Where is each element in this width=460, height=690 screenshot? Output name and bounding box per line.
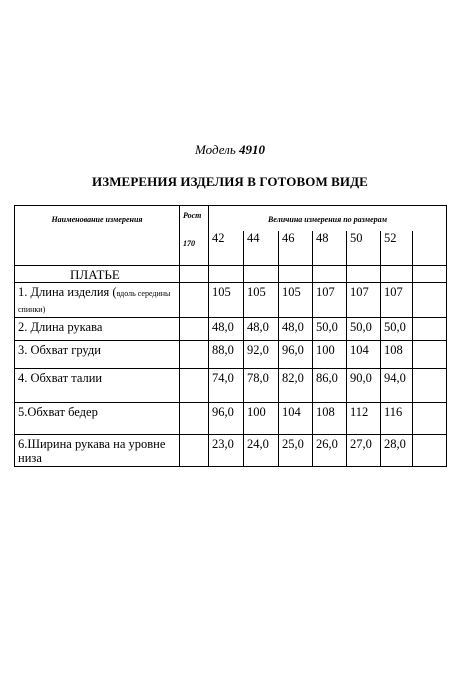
value-cell: 23,0 (209, 435, 244, 467)
row-label: 5.Обхват бедер (15, 403, 180, 435)
empty-cell (313, 266, 347, 283)
value-cell: 104 (347, 341, 381, 369)
sizes-header: Величина измерения по размерам (209, 206, 447, 231)
value-cell: 50,0 (313, 318, 347, 341)
value-cell: 88,0 (209, 341, 244, 369)
section-title: ПЛАТЬЕ (15, 266, 180, 283)
value-cell: 28,0 (381, 435, 413, 467)
value-cell: 96,0 (279, 341, 313, 369)
row-label: 6.Ширина рукава на уровне низа (15, 435, 180, 467)
empty-cell (180, 403, 209, 435)
value-cell: 107 (347, 283, 381, 318)
value-cell: 86,0 (313, 369, 347, 403)
value-cell: 50,0 (381, 318, 413, 341)
size-cell: 42 (209, 231, 244, 266)
empty-cell (347, 266, 381, 283)
value-cell: 100 (313, 341, 347, 369)
value-cell: 116 (381, 403, 413, 435)
size-cell: 52 (381, 231, 413, 266)
model-number: 4910 (239, 142, 265, 157)
rost-header (180, 206, 209, 266)
value-cell: 112 (347, 403, 381, 435)
table-row (15, 341, 447, 369)
value-cell: 26,0 (313, 435, 347, 467)
size-cell: 48 (313, 231, 347, 266)
value-cell: 94,0 (381, 369, 413, 403)
size-cell-empty (413, 231, 447, 266)
empty-cell (413, 266, 447, 283)
empty-cell (180, 283, 209, 318)
empty-cell (180, 369, 209, 403)
value-cell: 48,0 (244, 318, 279, 341)
model-line (0, 142, 460, 158)
empty-cell (413, 283, 447, 318)
empty-cell (180, 318, 209, 341)
value-cell: 96,0 (209, 403, 244, 435)
rost-label: Рост (183, 211, 202, 220)
table-row (15, 318, 447, 341)
empty-cell (413, 318, 447, 341)
value-cell: 108 (381, 341, 413, 369)
empty-cell (279, 266, 313, 283)
row-label: 3. Обхват груди (15, 341, 180, 369)
value-cell: 27,0 (347, 435, 381, 467)
value-cell: 90,0 (347, 369, 381, 403)
size-cell: 50 (347, 231, 381, 266)
name-header: Наименование измерения (15, 206, 180, 266)
table-row (15, 369, 447, 403)
value-cell: 108 (313, 403, 347, 435)
row-label (15, 283, 180, 318)
value-cell: 107 (381, 283, 413, 318)
value-cell: 48,0 (279, 318, 313, 341)
empty-cell (381, 266, 413, 283)
empty-cell (413, 341, 447, 369)
table-row (15, 403, 447, 435)
empty-cell (180, 435, 209, 467)
value-cell: 105 (244, 283, 279, 318)
value-cell: 78,0 (244, 369, 279, 403)
empty-cell (209, 266, 244, 283)
value-cell: 82,0 (279, 369, 313, 403)
empty-cell (413, 403, 447, 435)
value-cell: 50,0 (347, 318, 381, 341)
size-cell: 44 (244, 231, 279, 266)
row-label: 4. Обхват талии (15, 369, 180, 403)
empty-cell (413, 435, 447, 467)
measurements-table (14, 205, 447, 467)
value-cell: 105 (279, 283, 313, 318)
row-label-note: вдоль середины спинки) (18, 289, 171, 314)
value-cell: 24,0 (244, 435, 279, 467)
value-cell: 104 (279, 403, 313, 435)
empty-cell (180, 341, 209, 369)
row-label-text: 1. Длина изделия ( (18, 285, 117, 299)
empty-cell (180, 266, 209, 283)
empty-cell (413, 369, 447, 403)
size-cell: 46 (279, 231, 313, 266)
value-cell: 25,0 (279, 435, 313, 467)
value-cell: 74,0 (209, 369, 244, 403)
value-cell: 92,0 (244, 341, 279, 369)
table-row (15, 435, 447, 467)
row-label: 2. Длина рукава (15, 318, 180, 341)
rost-value: 170 (183, 239, 195, 248)
empty-cell (244, 266, 279, 283)
value-cell: 100 (244, 403, 279, 435)
page-title: ИЗМЕРЕНИЯ ИЗДЕЛИЯ В ГОТОВОМ ВИДЕ (92, 174, 368, 189)
value-cell: 105 (209, 283, 244, 318)
value-cell: 48,0 (209, 318, 244, 341)
value-cell: 107 (313, 283, 347, 318)
table-row (15, 283, 447, 318)
model-label: Модель (195, 142, 236, 157)
